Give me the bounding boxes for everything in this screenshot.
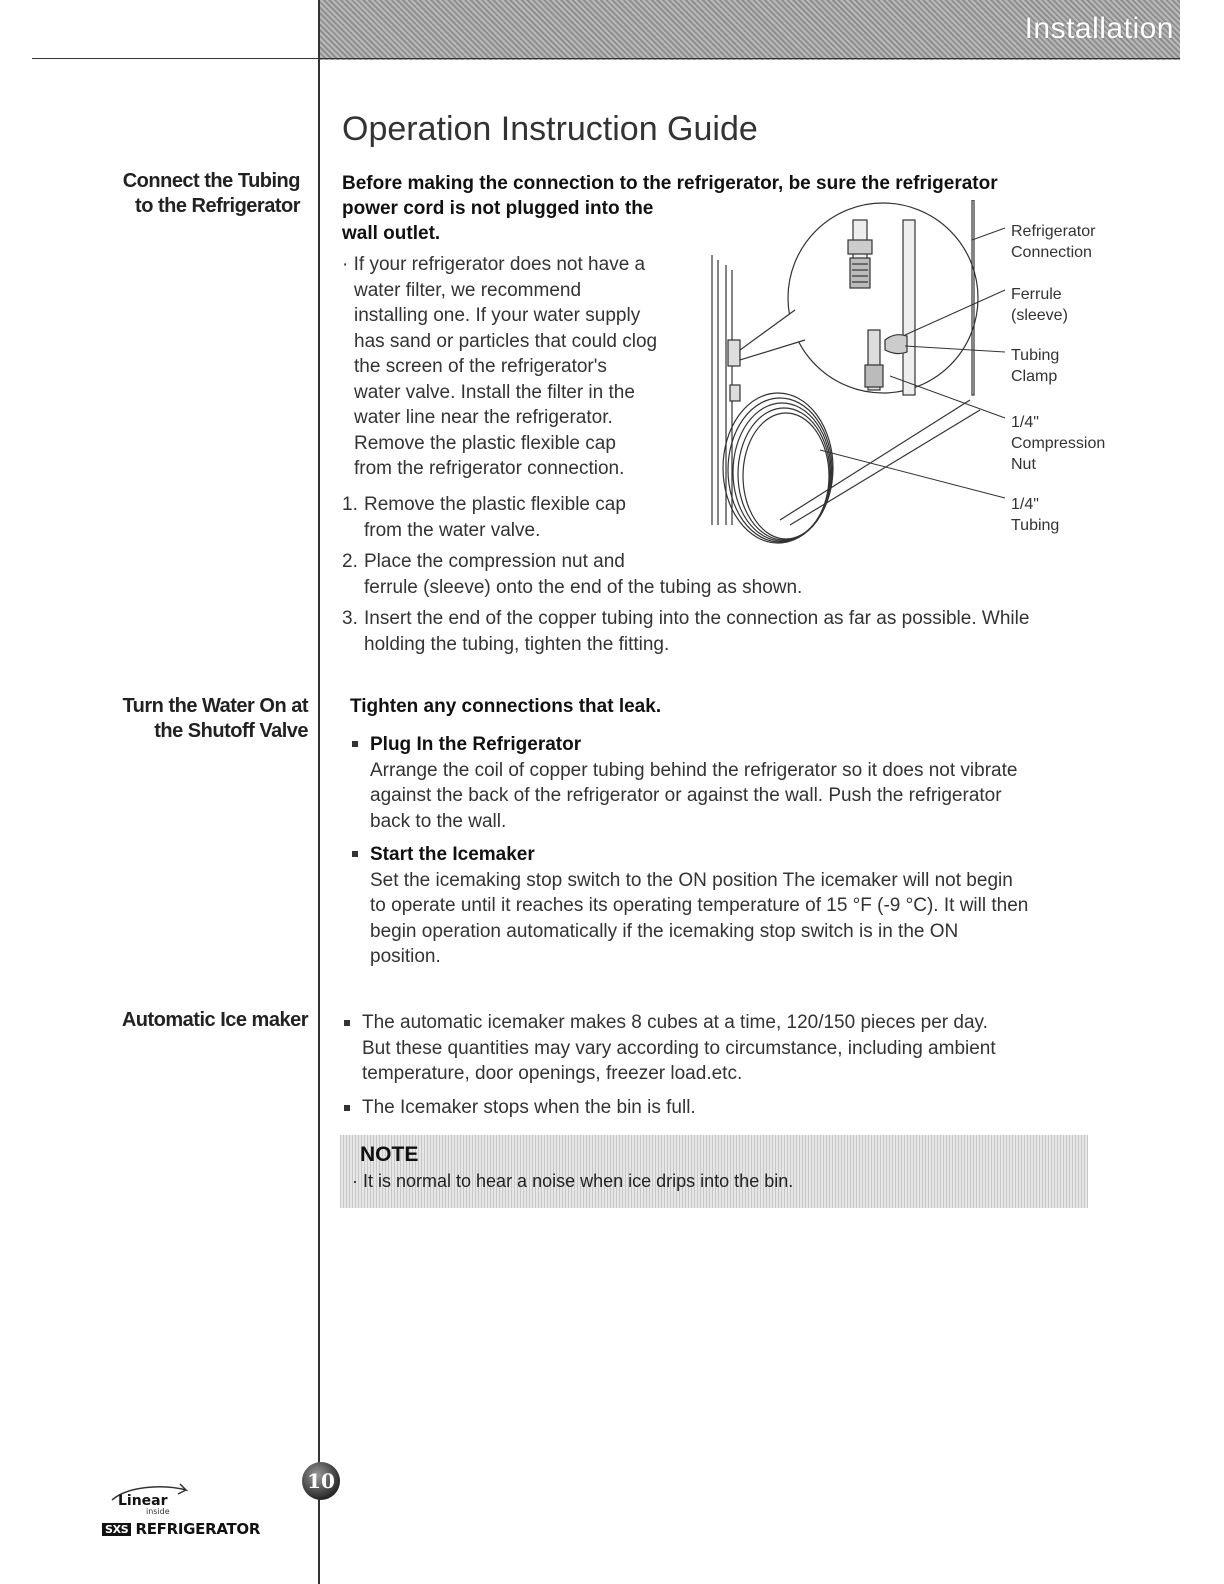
- bullet-line: The automatic icemaker makes 8 cubes at a time, 120/150 pieces per day.: [362, 1012, 988, 1033]
- bullet-square-icon: [352, 741, 358, 747]
- sidebar-heading-line: the Shutoff Valve: [154, 720, 308, 742]
- logo-word: Linear: [118, 1493, 168, 1509]
- step-item: [342, 606, 1102, 657]
- bullet-line: Arrange the coil of copper tubing behind the refrigerator so it does not vibrate: [370, 759, 1018, 781]
- sidebar-heading-line: Connect the Tubing: [122, 170, 300, 192]
- linear-inside-logo: [108, 1478, 198, 1518]
- step-number: 2.: [342, 551, 358, 572]
- paragraph-line: water valve. Install the filter in the: [354, 381, 635, 403]
- callout-line: (sleeve): [1011, 307, 1068, 324]
- callout-line: Ferrule: [1011, 286, 1062, 303]
- paragraph-line: Remove the plastic flexible cap: [354, 432, 616, 454]
- paragraph-line: has sand or particles that could clog: [354, 330, 658, 352]
- bullet-title: Plug In the Refrigerator: [370, 734, 582, 755]
- bullet-square-icon: [344, 1105, 350, 1111]
- bullet-line: Set the icemaking stop switch to the ON position The icemaker will not begin: [370, 869, 1013, 891]
- filter-paragraph: [342, 252, 702, 482]
- bullet-square-icon: [352, 851, 358, 857]
- step-line: from the water valve.: [364, 519, 541, 541]
- label-refrigerator-connection: [1011, 221, 1095, 263]
- product-logo: [102, 1520, 260, 1538]
- note-title: NOTE: [360, 1143, 419, 1166]
- callout-line: Tubing: [1011, 347, 1060, 364]
- paragraph-line: the screen of the refrigerator's: [354, 356, 607, 377]
- sidebar-heading-connect: [123, 169, 300, 219]
- step-item: [342, 549, 1102, 600]
- step-number: 1.: [342, 494, 358, 515]
- vertical-divider: [318, 0, 320, 1584]
- paragraph-line: from the refrigerator connection.: [354, 458, 625, 479]
- top-divider: [32, 58, 1180, 59]
- callout-line: 1/4": [1011, 496, 1039, 513]
- linear-logo-icon: [108, 1478, 198, 1518]
- step-line: Remove the plastic flexible cap: [364, 494, 626, 515]
- bullet-item: [350, 732, 1090, 834]
- sidebar-heading-icemaker: [122, 1008, 308, 1033]
- logo-subword: inside: [146, 1507, 170, 1516]
- tighten-instruction: Tighten any connections that leak.: [350, 696, 662, 717]
- bullet-title: Start the Icemaker: [370, 844, 535, 865]
- bullet-line: back to the wall.: [370, 810, 507, 832]
- warning-line: wall outlet.: [342, 223, 441, 244]
- bullet-line: But these quantities may vary according to circumstance, including ambient: [362, 1037, 996, 1059]
- paragraph-line: installing one. If your water supply: [354, 305, 641, 326]
- step-line: ferrule (sleeve) onto the end of the tubing as shown.: [364, 576, 803, 598]
- page-number: 10: [302, 1462, 340, 1500]
- label-tubing-clamp: [1011, 345, 1059, 387]
- callout-line: Nut: [1011, 456, 1036, 473]
- bullet-line: The Icemaker stops when the bin is full.: [362, 1096, 696, 1118]
- bullet-line: against the back of the refrigerator or against the wall. Push the refrigerator: [370, 785, 1002, 806]
- sidebar-heading-line: Automatic Ice maker: [121, 1009, 308, 1031]
- bullet-item: [342, 1010, 1082, 1087]
- callout-line: Refrigerator: [1011, 223, 1096, 240]
- warning-line: power cord is not plugged into the: [342, 198, 654, 219]
- label-compression-nut: [1011, 412, 1105, 475]
- sidebar-heading-line: Turn the Water On at: [122, 695, 308, 717]
- callout-line: Compression: [1011, 435, 1106, 452]
- step-line: Place the compression nut and: [364, 551, 625, 572]
- step-line: holding the tubing, tighten the fitting.: [364, 633, 670, 655]
- label-tubing: [1011, 494, 1059, 536]
- sidebar-heading-line: to the Refrigerator: [135, 195, 300, 217]
- bullet-square-icon: [344, 1020, 350, 1026]
- page-title: Operation Instruction Guide: [342, 110, 758, 148]
- bullet-line: temperature, door openings, freezer load.etc.: [362, 1063, 743, 1084]
- bullet-line: begin operation automatically if the icemaking stop switch is in the ON: [370, 920, 959, 942]
- section-title: Installation: [1024, 12, 1174, 45]
- bullet-line: to operate until it reaches its operating temperature of 15 °F (-9 °C). It will then: [370, 895, 1029, 916]
- steps-list: [342, 492, 682, 549]
- step-number: 3.: [342, 608, 358, 629]
- callout-line: Connection: [1011, 244, 1092, 261]
- bullet-item: [350, 842, 1090, 970]
- icemaker-bullets: [342, 1010, 1082, 1128]
- paragraph-line: water filter, we recommend: [354, 279, 582, 301]
- bullet-line: position.: [370, 946, 441, 967]
- sidebar-heading-water-on: [122, 694, 308, 744]
- water-bullets: [350, 732, 1090, 978]
- label-ferrule: [1011, 284, 1068, 326]
- paragraph-line: water line near the refrigerator.: [354, 407, 613, 428]
- callout-line: 1/4": [1011, 414, 1039, 431]
- note-box: [340, 1135, 1088, 1208]
- callout-line: Tubing: [1011, 517, 1060, 534]
- paragraph-line: · If your refrigerator does not have a: [342, 254, 646, 275]
- callout-line: Clamp: [1011, 368, 1058, 385]
- note-text: · It is normal to hear a noise when ice drips into the bin.: [352, 1171, 794, 1191]
- step-line: Insert the end of the copper tubing into the connection as far as possible. While: [364, 608, 1030, 629]
- tubing-connection-diagram: [700, 200, 1120, 545]
- product-name: REFRIGERATOR: [135, 1520, 261, 1538]
- sxs-badge: SXS: [102, 1523, 131, 1536]
- step-item: [342, 492, 682, 543]
- bullet-item: [342, 1095, 1082, 1121]
- steps-list: [342, 549, 1102, 663]
- warning-line: Before making the connection to the refrigerator, be sure the refrigerator: [342, 173, 998, 194]
